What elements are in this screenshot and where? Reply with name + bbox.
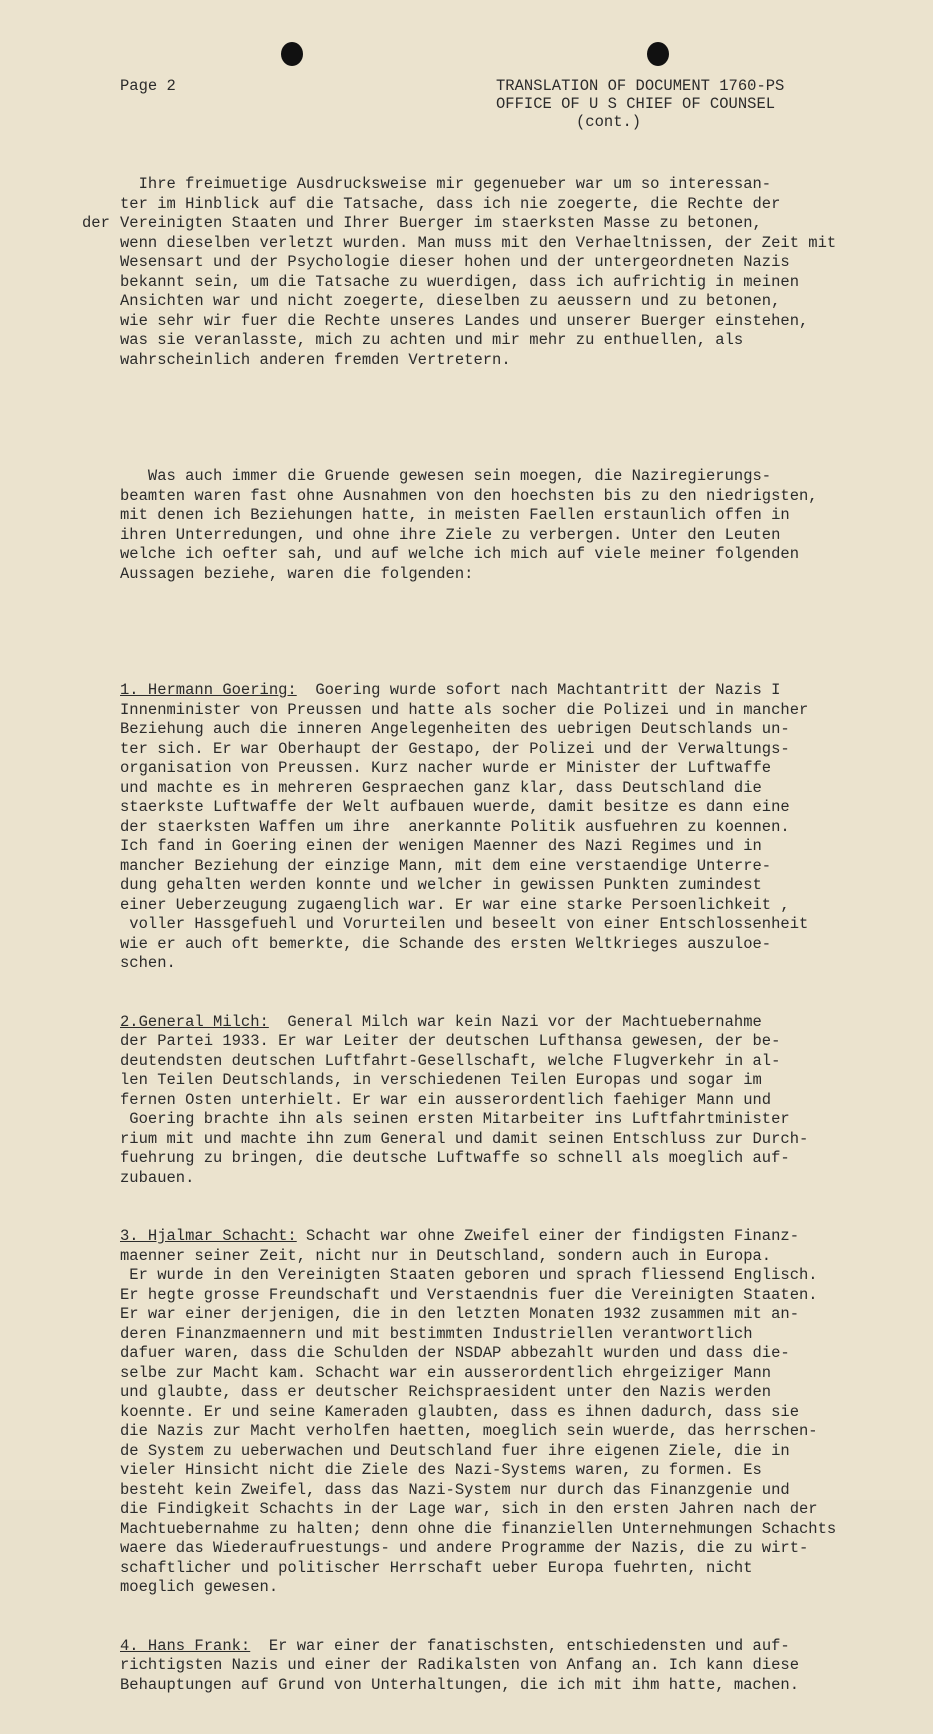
text-line: Was auch immer die Gruende gewesen sein moegen, die Naziregierungs-	[120, 467, 772, 485]
section-lead: Schacht war ohne Zweifel einer der findigsten Finanz-	[296, 1227, 800, 1245]
text-line: wie er auch oft bemerkte, die Schande des ersten Weltkrieges auszuloe-	[120, 934, 772, 953]
punch-hole-right	[647, 42, 669, 66]
text-line: deutendsten deutschen Luftfahrt-Gesellschaft, welche Flugverkehr in al-	[120, 1051, 781, 1070]
text-line: Ansichten war und nicht zoegerte, dieselben zu aeussern und zu betonen,	[120, 292, 781, 310]
text-line: Aussagen beziehe, waren die folgenden:	[120, 564, 474, 583]
section-heading: 3. Hjalmar Schacht:	[120, 1227, 297, 1245]
section-goering	[120, 681, 860, 974]
text-line: schaftlicher und politischer Herrschaft ueber Europa fuehrten, nicht	[120, 1558, 753, 1577]
text-line: Machtuebernahme zu halten; denn ohne die finanziellen Unternehmungen Schachts	[120, 1519, 837, 1538]
text-line: Goering brachte ihn als seinen ersten Mitarbeiter ins Luftfahrtminister	[120, 1110, 790, 1128]
text-line: fuehrung zu bringen, die deutsche Luftwaffe so schnell als moeglich auf-	[120, 1149, 790, 1167]
section-first-line	[120, 1227, 860, 1247]
section-heading: 1. Hermann Goering:	[120, 681, 297, 699]
text-line: wahrscheinlich anderen fremden Vertretern.	[120, 350, 511, 369]
text-line: fernen Osten unterhielt. Er war ein ausserordentlich faehiger Mann und	[120, 1090, 772, 1109]
paragraph-2	[120, 467, 860, 584]
text-line: der staerksten Waffen um ihre anerkannte Politik ausfuehren zu koennen.	[120, 817, 790, 836]
text-line: Ich fand in Goering einen der wenigen Maenner des Nazi Regimes und in	[120, 837, 762, 855]
section-milch	[120, 1013, 860, 1189]
page-number: Page 2	[120, 77, 176, 95]
text-line: wie sehr wir fuer die Rechte unseres Landes und unserer Buerger einstehen,	[120, 311, 809, 330]
text-line: mancher Beziehung der einzige Mann, mit dem eine verstaendige Unterre-	[120, 856, 772, 875]
text-line: einer Ueberzeugung zugaenglich war. Er war eine starke Persoenlichkeit ,	[120, 895, 790, 914]
text-line: len Teilen Deutschlands, in verschiedenen Teilen Europas und sogar im	[120, 1071, 762, 1089]
text-line: bekannt sein, um die Tatsache zu wuerdigen, dass ich aufrichtig in meinen	[120, 272, 800, 291]
text-line: Behauptungen auf Grund von Unterhaltungen, die ich mit ihm hatte, machen.	[120, 1675, 800, 1694]
text-line: zubauen.	[120, 1168, 195, 1187]
section-lead: Er war einer der fanatischsten, entschiedensten und auf-	[250, 1636, 790, 1655]
text-line: Beziehung auch die inneren Angelegenheiten des uebrigen Deutschlands un-	[120, 720, 790, 738]
text-line: und glaubte, dass er deutscher Reichspraesident unter den Nazis werden	[120, 1383, 772, 1401]
section-heading: 2.General Milch:	[120, 1012, 269, 1031]
text-line: selbe zur Macht kam. Schacht war ein ausserordentlich ehrgeiziger Mann	[120, 1363, 772, 1382]
section-heading: 4. Hans Frank:	[120, 1636, 251, 1655]
text-line: beamten waren fast ohne Ausnahmen von den hoechsten bis zu den niedrigsten,	[120, 486, 818, 505]
section-lead: General Milch war kein Nazi vor der Machtuebernahme	[268, 1012, 762, 1031]
text-line: deren Finanzmaennern und mit bestimmten Industriellen verantwortlich	[120, 1324, 753, 1343]
text-line: Er war einer derjenigen, die in den letzten Monaten 1932 zusammen mit an-	[120, 1305, 800, 1323]
text-line: Wesensart und der Psychologie dieser hohen und der untergeordneten Nazis	[120, 253, 790, 271]
text-line: ihren Unterredungen, und ohne ihre Ziele zu verbergen. Unter den Leuten	[120, 525, 781, 544]
text-line: richtigsten Nazis und einer der Radikalsten von Anfang an. Ich kann diese	[120, 1656, 800, 1674]
punch-hole-left	[281, 42, 303, 66]
text-line: ter im Hinblick auf die Tatsache, dass ich nie zoegerte, die Rechte der	[120, 194, 781, 213]
section-lead: Goering wurde sofort nach Machtantritt der Nazis I	[296, 681, 781, 699]
text-line: Ihre freimuetige Ausdrucksweise mir gegenueber war um so interessan-	[120, 175, 772, 193]
section-first-line	[120, 681, 860, 701]
margin-note: der	[82, 214, 110, 232]
text-line: die Findigkeit Schachts in der Lage war, sich in den ersten Jahren nach der	[120, 1500, 818, 1518]
text-line: ter sich. Er war Oberhaupt der Gestapo, der Polizei und der Verwaltungs-	[120, 739, 790, 758]
section-frank	[120, 1637, 860, 1696]
text-line: dung gehalten werden konnte und welcher in gewissen Punkten zumindest	[120, 876, 762, 894]
text-line: organisation von Preussen. Kurz nacher wurde er Minister der Luftwaffe	[120, 759, 772, 777]
section-first-line	[120, 1637, 860, 1657]
header-cont: (cont.)	[576, 113, 642, 131]
header-title-2: OFFICE OF U S CHIEF OF COUNSEL	[496, 95, 776, 113]
text-line: schen.	[120, 954, 176, 972]
text-line: staerkste Luftwaffe der Welt aufbauen wuerde, damit besitze es dann eine	[120, 798, 790, 816]
text-line: besteht kein Zweifel, dass das Nazi-System nur durch das Finanzgenie und	[120, 1480, 790, 1499]
text-line: maenner seiner Zeit, nicht nur in Deutschland, sondern auch in Europa.	[120, 1246, 772, 1265]
text-line: was sie veranlasste, mich zu achten und mir mehr zu enthuellen, als	[120, 331, 744, 349]
text-line: Vereinigten Staaten und Ihrer Buerger im staerksten Masse zu betonen,	[120, 214, 762, 232]
text-line: mit denen ich Beziehungen hatte, in meisten Faellen erstaunlich offen in	[120, 506, 790, 524]
text-line: Innenminister von Preussen und hatte als socher die Polizei und in mancher	[120, 700, 809, 719]
text-line: welche ich oefter sah, und auf welche ich mich auf viele meiner folgenden	[120, 545, 800, 563]
text-line: voller Hassgefuehl und Vorurteilen und beseelt von einer Entschlossenheit	[120, 915, 809, 933]
text-line: vieler Hinsicht nicht die Ziele des Nazi-Systems waren, zu formen. Es	[120, 1461, 762, 1479]
text-line: waere das Wiederaufruestungs- und andere Programme der Nazis, die zu wirt-	[120, 1539, 809, 1557]
text-line: rium mit und machte ihn zum General und damit seinen Entschluss zur Durch-	[120, 1129, 809, 1148]
text-line: de System zu ueberwachen und Deutschland fuer ihre eigenen Ziele, die in	[120, 1441, 790, 1460]
text-line: der Partei 1933. Er war Leiter der deutschen Lufthansa gewesen, der be-	[120, 1032, 781, 1050]
paragraph-1	[120, 175, 860, 370]
text-line: dafuer waren, dass die Schulden der NSDAP abbezahlt wurden und dass die-	[120, 1344, 790, 1362]
text-line: moeglich gewesen.	[120, 1578, 279, 1596]
header-title-1: TRANSLATION OF DOCUMENT 1760-PS	[496, 77, 785, 95]
text-line: wenn dieselben verletzt wurden. Man muss mit den Verhaeltnissen, der Zeit mit	[120, 233, 837, 252]
document-header	[496, 77, 784, 131]
text-line: Er wurde in den Vereinigten Staaten geboren und sprach fliessend Englisch.	[120, 1266, 818, 1284]
text-line: Er hegte grosse Freundschaft und Verstaendnis fuer die Vereinigten Staaten.	[120, 1285, 818, 1304]
body-text	[120, 136, 860, 1734]
section-schacht	[120, 1227, 860, 1598]
section-first-line	[120, 1013, 860, 1033]
text-line: koennte. Er und seine Kameraden glaubten, dass es ihnen dadurch, dass sie	[120, 1402, 800, 1421]
text-line: die Nazis zur Macht verholfen haetten, moeglich sein wuerde, das herrschen-	[120, 1422, 818, 1440]
text-line: und machte es in mehreren Gespraechen ganz klar, dass Deutschland die	[120, 778, 762, 797]
